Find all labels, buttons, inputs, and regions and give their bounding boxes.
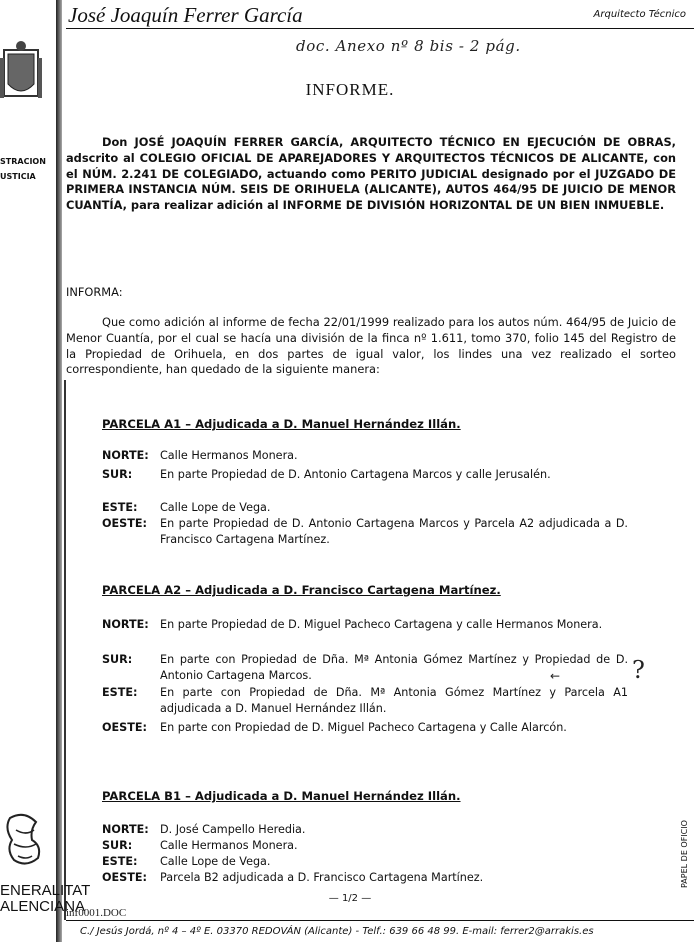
intro-paragraph: Don JOSÉ JOAQUÍN FERRER GARCÍA, ARQUITECTO TÉCNICO EN EJECUCIÓN DE OBRAS, adscrito al COLEGIO OFICIAL DE APAREJADORES Y ARQUITECTOS TÉCNICOS DE ALICANTE, con el NÚM. 2.241 DE COLEGIADO, actuando como PERITO JUDICIAL designado por el JUZGADO DE PRIMERA INSTANCIA NÚM. SEIS DE ORIHUELA (ALICANTE), AUTOS 464/95 DE JUICIO DE MENOR CUANTÍA, para realizar adición al INFORME DE DIVISIÓN HORIZONTAL DE UN BIEN INMUEBLE. — [66, 135, 676, 213]
informa-label: INFORMA: — [66, 285, 123, 299]
side-text-administracion: STRACION — [0, 157, 46, 166]
author-role-header: Arquitecto Técnico — [593, 9, 686, 20]
handwritten-question-mark: ? — [632, 656, 645, 684]
scan-margin-line — [64, 380, 66, 920]
side-text-justicia: USTICIA — [0, 172, 36, 181]
header-rule — [66, 28, 694, 29]
document-page: STRACION USTICIA ENERALITAT ALENCIANA inf0001.DOC José Joaquín Ferrer García Arquitecto Técnico doc. Anexo nº 8 bis - 2 pág. INFORME. Don JOSÉ JOAQUÍN FERRER GARCÍA, ARQUITECTO TÉCNICO EN EJECUCIÓN DE OBRAS, adscrito al COLEGIO OFICIAL DE APAREJADORES Y ARQUITECTOS TÉCNICOS DE ALICANTE, con el NÚM. 2.241 DE COLEGIADO, actuando como PERITO JUDICIAL designado por el JUZGADO DE PRIMERA INSTANCIA NÚM. SEIS DE ORIHUELA (ALICANTE), AUTOS 464/95 DE JUICIO DE MENOR CUANTÍA, para realizar adición al INFORME DE DIVISIÓN HORIZONTAL DE UN BIEN INMUEBLE. INFORMA: Que como adición al informe de fecha 22/01/1999 realizado para los autos núm. 464/95 de Juicio de Menor Cuantía, por el cual se hacía una división de la finca nº 1.611, tomo 370, folio 145 del Registro de la Propiedad de Orihuela, en dos partes de igual valor, los lindes una vez realizado el sorteo correspondiente, han quedado de la siguiente manera: PARCELA A1 – Adjudicada a D. Manuel Hernández Illán. NORTE: Calle Hermanos Monera. SUR: En parte Propiedad de D. Antonio Cartagena Marcos y calle Jerusalén. ESTE: Calle Lope de Vega. OESTE: En parte Propiedad de D. Antonio Cartagena Marcos y Parcela A2 adjudicada a D. Francisco Cartagena Martínez. PARCELA A2 – Adjudicada a D. Francisco Cartagena Martínez. NORTE: En parte Propiedad de D. Miguel Pacheco Cartagena y calle Hermanos Monera. SUR: En parte con Propiedad de Dña. Mª Antonia Gómez Martínez y Propiedad de D. Antonio Cartagena Marcos. ESTE: En parte con Propiedad de Dña. Mª Antonia Gómez Martínez y Parcela A1 adjudicada a D. Manuel Hernández Illán. OESTE: En parte con Propiedad de D. Miguel Pacheco Cartagena y Calle Alarcón. PARCELA B1 – Adjudicada a D. Manuel Hernández Illán. NORTE: D. José Campello Heredia. SUR: Calle Hermanos Monera. ESTE: Calle Lope de Vega. OESTE: Parcela B2 adjudicada a D. Francisco Cartagena Martínez. ← ? — 1/2 — PAPEL DE OFICIO C./ Jesús Jordá, nº 4 – 4º E. 03370 REDOVÁN (Alicante) - Telf.: 639 66 48 99. E-mail: ferrer2@arrakis.es — [0, 0, 700, 942]
parcela-b1-title: PARCELA B1 – Adjudicada a D. Manuel Hernández Illán. — [102, 789, 461, 803]
footer-address: C./ Jesús Jordá, nº 4 – 4º E. 03370 REDOVÁN (Alicante) - Telf.: 639 66 48 99. E-mail: ferrer2@arrakis.es — [80, 926, 594, 937]
valenciana-text: ALENCIANA — [0, 898, 86, 915]
page-number: — 1/2 — — [328, 893, 372, 904]
body-paragraph: Que como adición al informe de fecha 22/01/1999 realizado para los autos núm. 464/95 de Juicio de Menor Cuantía, por el cual se hacía una división de la finca nº 1.611, tomo 370, folio 145 del Registro de la Propiedad de Orihuela, en dos partes de igual valor, los lindes una vez realizado el sorteo correspondiente, han quedado de la siguiente manera: — [66, 315, 676, 377]
footer-rule — [66, 920, 694, 921]
generalitat-logo — [2, 812, 48, 874]
generalitat-text: ENERALITAT — [0, 882, 91, 899]
author-name-header: José Joaquín Ferrer García — [68, 3, 303, 27]
handwritten-arrow-icon: ← — [550, 669, 561, 683]
parcela-a2-title: PARCELA A2 – Adjudicada a D. Francisco Cartagena Martínez. — [102, 583, 501, 597]
parcela-a1-title: PARCELA A1 – Adjudicada a D. Manuel Hernández Illán. — [102, 417, 461, 431]
file-name: inf0001.DOC — [66, 907, 127, 919]
handwritten-note: doc. Anexo nº 8 bis - 2 pág. — [296, 37, 521, 55]
document-title: INFORME. — [305, 80, 395, 99]
scan-margin-bar — [56, 0, 62, 942]
papel-de-oficio-label: PAPEL DE OFICIO — [680, 820, 689, 888]
